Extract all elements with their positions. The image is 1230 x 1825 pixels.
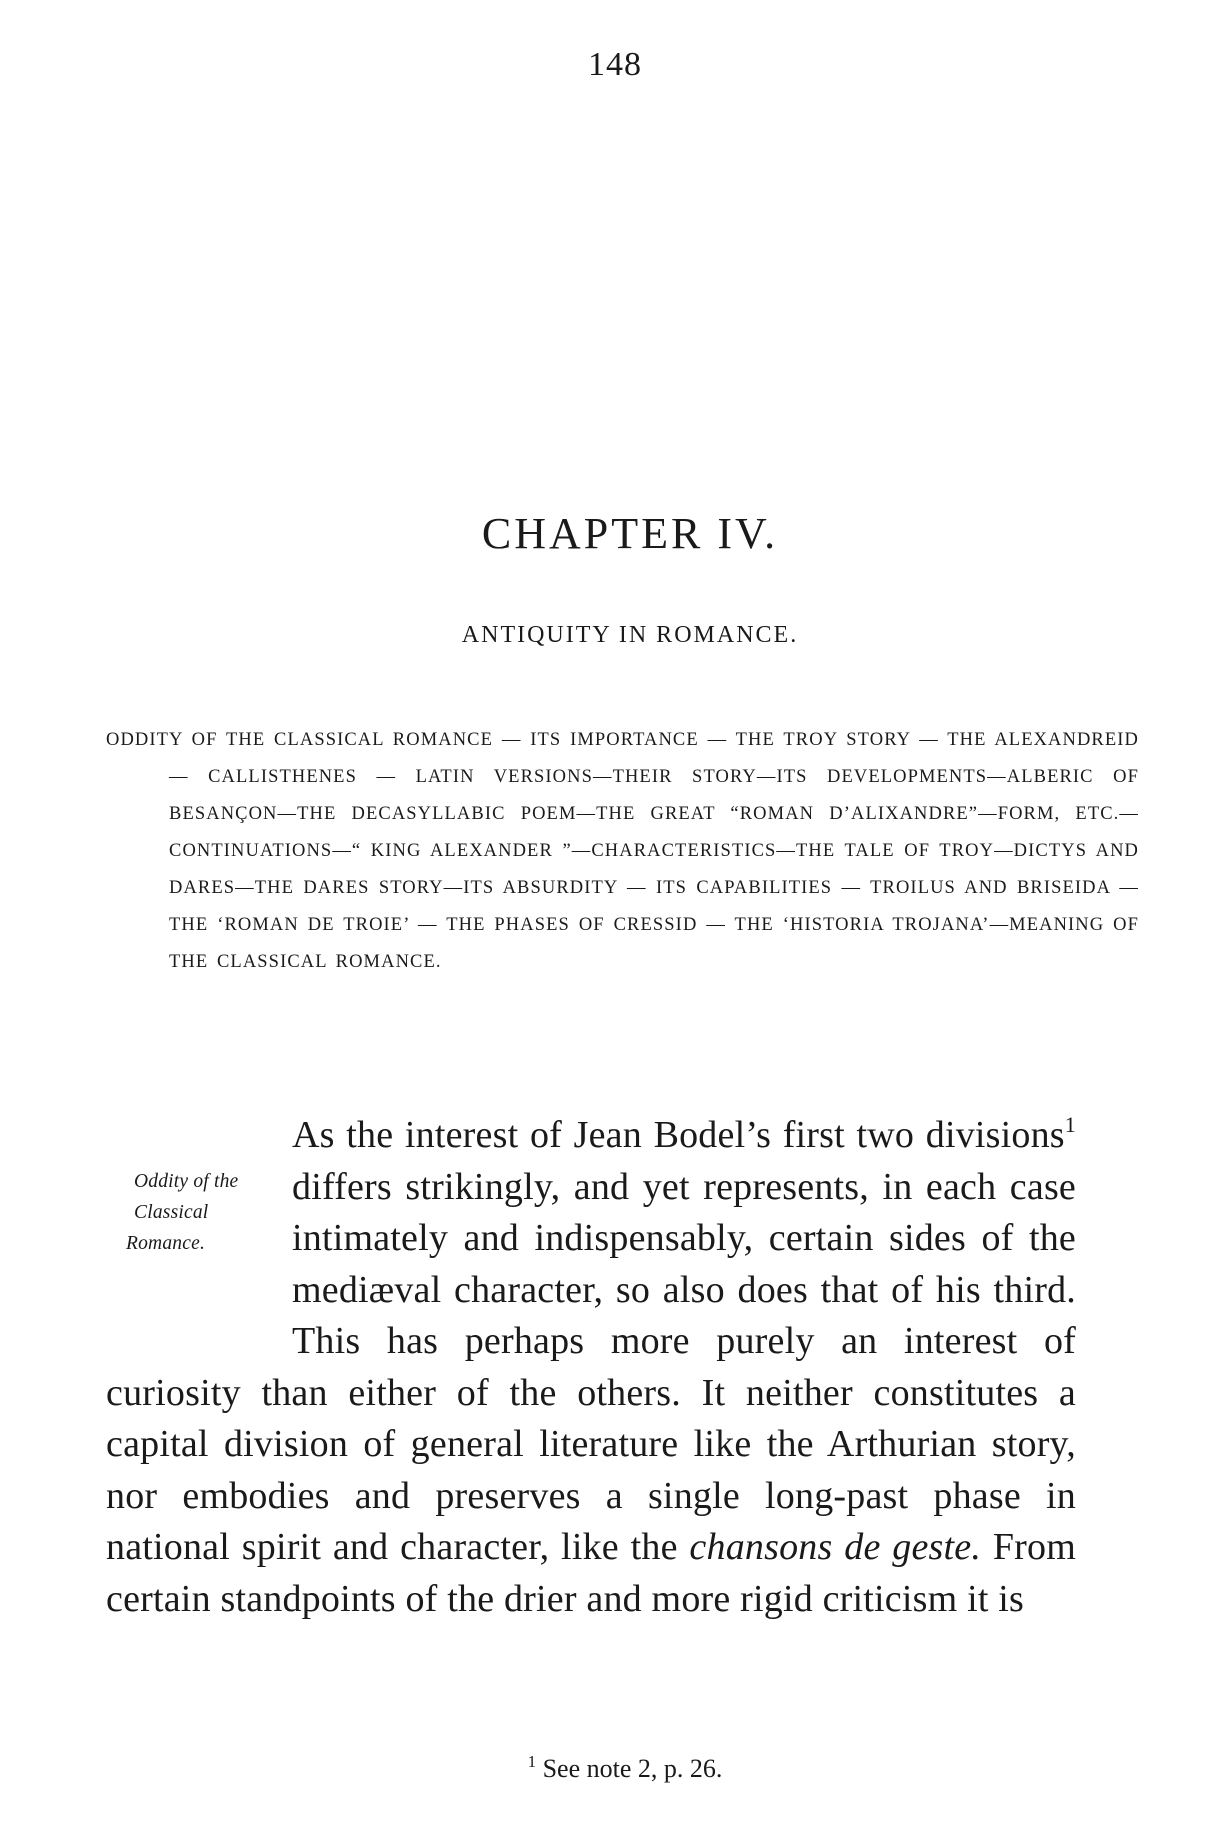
footnote-mark: 1: [527, 1752, 537, 1771]
body-text-part: differs strikingly, and yet represents, in each case intimately and indispensably, certain sides of the mediæval character, so also does that of his third. This has perhaps more purely an interest of curiosity than either of the others. It neither constitutes a capital division of general literature like the Arthurian story, nor embodies and preserves a single long-past phase in national spirit and character, like the: [106, 1165, 1076, 1568]
page-number: 148: [588, 46, 642, 83]
body-text-italic: chansons de geste.: [689, 1526, 982, 1568]
margin-note: [106, 1166, 292, 1320]
margin-note-line: Oddity of the: [134, 1171, 239, 1192]
chapter-synopsis: ODDITY OF THE CLASSICAL ROMANCE — ITS IMPORTANCE — THE TROY STORY — THE ALEXANDREID — CALLISTHENES — LATIN VERSIONS—THEIR STORY—ITS DEVELOPMENTS—ALBERIC OF BESANÇON—THE DECASYLLABIC POEM—THE GREAT “ROMAN D’ALIXANDRE”—FORM, ETC.—CONTINUATIONS—“ KING ALEXANDER ”—CHARACTERISTICS—THE TALE OF TROY—DICTYS AND DARES—THE DARES STORY—ITS ABSURDITY — ITS CAPABILITIES — TROILUS AND BRISEIDA — THE ‘ROMAN DE TROIE’ — THE PHASES OF CRESSID — THE ‘HISTORIA TROJANA’—MEANING OF THE CLASSICAL ROMANCE.: [106, 730, 1139, 972]
body-text-part: As the interest of Jean Bodel’s first two divisions: [292, 1114, 1065, 1156]
body-text-part: From certain standpoints of the drier and more rigid criticism it is: [106, 1526, 1076, 1620]
footnote-text: See note 2, p. 26.: [536, 1754, 723, 1783]
footnote-reference[interactable]: 1: [1064, 1112, 1076, 1137]
chapter-subtitle: ANTIQUITY IN ROMANCE.: [461, 622, 799, 648]
chapter-title: CHAPTER IV.: [481, 509, 779, 558]
body-paragraph: [106, 1110, 1076, 1625]
footnote: [0, 1754, 1230, 1784]
margin-note-line: Romance.: [126, 1233, 206, 1254]
margin-note-line: Classical: [134, 1202, 209, 1223]
